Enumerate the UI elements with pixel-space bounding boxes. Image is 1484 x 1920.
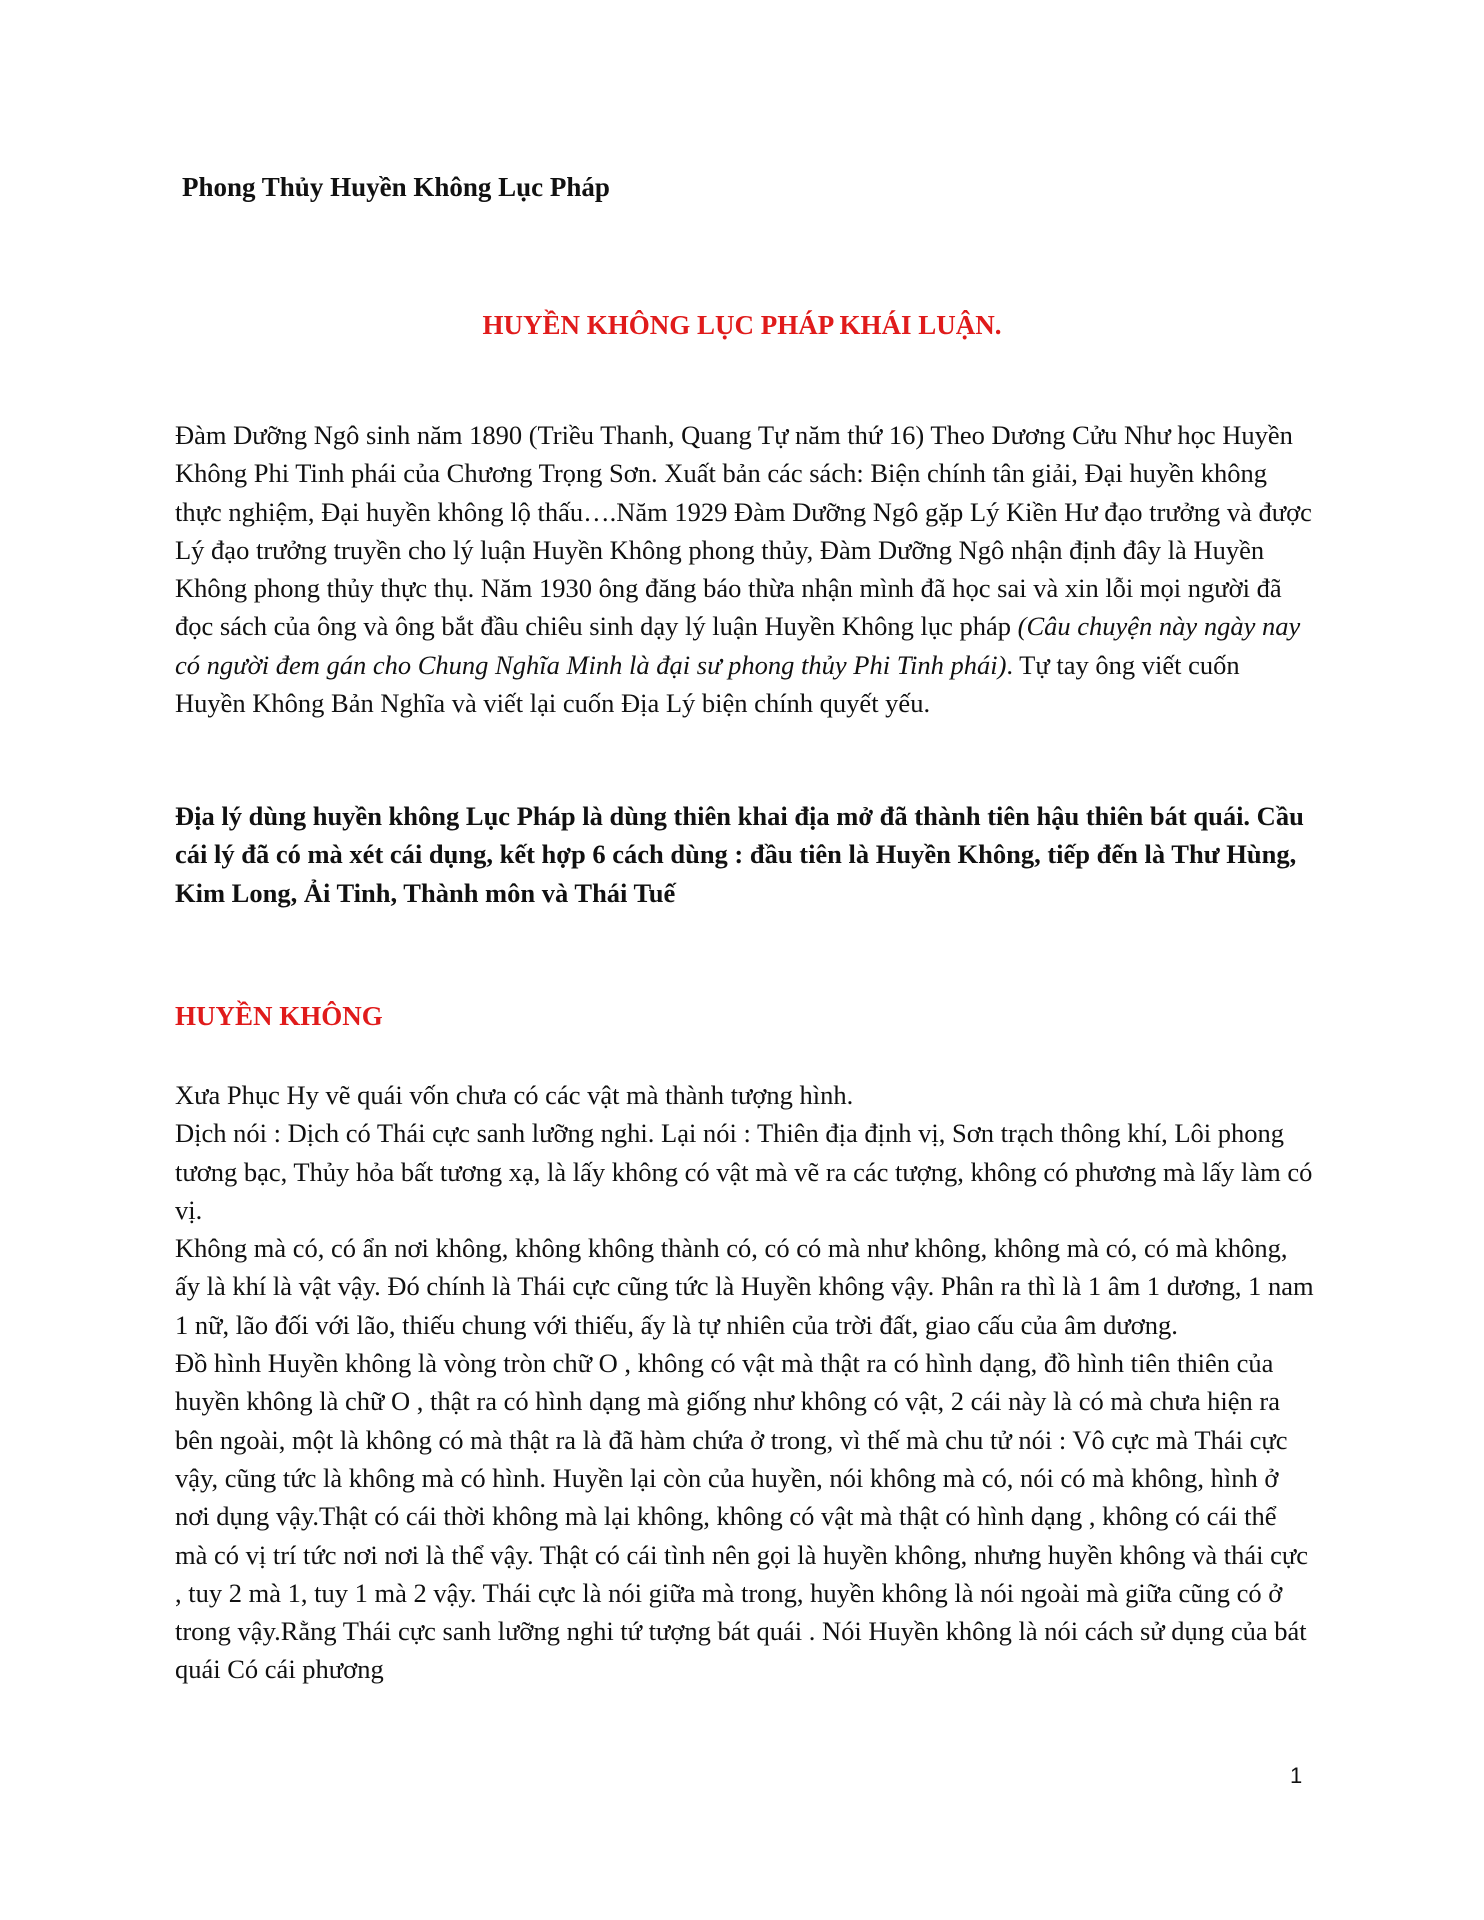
section-paragraph: Xưa Phục Hy vẽ quái vốn chưa có các vật mà thành tượng hình. [175, 1080, 854, 1110]
intro-text-end: . Tự tay ông viết cuốn Huyền Không Bản Nghĩa và viết lại cuốn Địa Lý biện chính quyết yếu. [175, 649, 1240, 719]
intro-text-start: Đàm Dưỡng Ngô sinh năm 1890 (Triều Thanh, Quang Tự năm thứ 16) Theo Dương Cửu Như học Huyền Không Phi Tinh phái của Chương Trọng Sơn. Xuất bản các sách: Biện chính tân giải, Đại huyền không thực nghiệm, Đại huyền không lộ thấu….Năm 1929 Đàm Dưỡng Ngô gặp Lý Kiền Hư đạo trưởng và được Lý đạo trưởng truyền cho lý luận Huyền Không phong thủy, Đàm Dưỡng Ngô nhận định đây là Huyền Không phong thủy thực thụ. Năm 1930 ông đăng báo thừa nhận mình đã học sai và xin lỗi mọi người đã đọc sách của ông và ông bắt đầu chiêu sinh dạy lý luận Huyền Không lục pháp [175, 420, 1312, 642]
main-heading: HUYỀN KHÔNG LỤC PHÁP KHÁI LUẬN. [482, 310, 1002, 340]
intro-italic-note: (Câu chuyện này ngày nay có người đem gán cho Chung Nghĩa Minh là đại sư phong thủy Phi Tinh phái) [175, 611, 1301, 680]
section-paragraph: Không mà có, có ẩn nơi không, không không thành có, có có mà như không, không mà có, có mà không, ấy là khí là vật vậy. Đó chính là Thái cực cũng tức là Huyền không vậy. Phân ra thì là 1 âm 1 dương, 1 nam 1 nữ, lão đối với lão, thiếu chung với thiếu, ấy là tự nhiên của trời đất, giao cấu của âm dương. [175, 1233, 1314, 1340]
document-title: Phong Thủy Huyền Không Lục Pháp [182, 172, 610, 202]
section-heading-huyen-khong: HUYỀN KHÔNG [175, 1001, 383, 1031]
section-paragraph: Đồ hình Huyền không là vòng tròn chữ O , không có vật mà thật ra có hình dạng, đồ hình tiên thiên của huyền không là chữ O , thật ra có hình dạng mà giống như không có vật, 2 cái này là có mà chưa hiện ra bên ngoài, một là không có mà thật ra là đã hàm chứa ở trong, vì thế mà chu tử nói : Vô cực mà Thái cực vậy, cũng tức là không mà có hình. Huyền lại còn của huyền, nói không mà có, nói có mà không, hình ở nơi dụng vậy.Thật có cái thời không mà lại không, không có vật mà thật có hình dạng , không có cái thể mà có vị trí tức nơi nơi là thể vậy. Thật có cái tình nên gọi là huyền không, nhưng huyền không và thái cực , tuy 2 mà 1, tuy 1 mà 2 vậy. Thái cực là nói giữa mà trong, huyền không là nói ngoài mà giữa cũng có ở trong vậy.Rằng Thái cực sanh lưỡng nghi tứ tượng bát quái . Nói Huyền không là nói cách sử dụng của bát quái Có cái phương [175, 1348, 1309, 1685]
section-paragraph: Dịch nói : Dịch có Thái cực sanh lưỡng nghi. Lại nói : Thiên địa định vị, Sơn trạch thông khí, Lôi phong tương bạc, Thủy hỏa bất tương xạ, là lấy không có vật mà vẽ ra các tượng, không có phương mà lấy làm có vị. [175, 1118, 1313, 1225]
huyen-khong-section-body [175, 1076, 1315, 1689]
page-number: 1 [1290, 1763, 1303, 1788]
intro-paragraph [175, 416, 1315, 722]
bold-summary-paragraph: Địa lý dùng huyền không Lục Pháp là dùng thiên khai địa mở đã thành tiên hậu thiên bát quái. Cầu cái lý đã có mà xét cái dụng, kết hợp 6 cách dùng : đầu tiên là Huyền Không, tiếp đến là Thư Hùng, Kim Long, Ải Tinh, Thành môn và Thái Tuế [175, 801, 1304, 908]
